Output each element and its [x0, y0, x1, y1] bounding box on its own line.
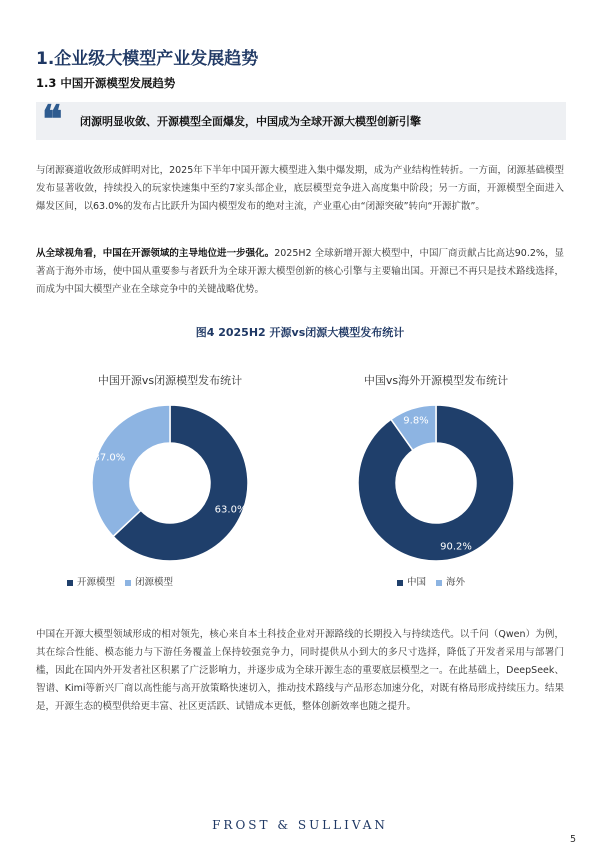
- legend-label: 闭源模型: [135, 577, 174, 588]
- chart-title: 中国开源vs闭源模型发布统计: [97, 374, 243, 387]
- donut-data-label: 63.0%: [214, 504, 247, 516]
- legend-swatch: [436, 580, 442, 586]
- legend-label: 开源模型: [77, 577, 116, 588]
- legend-label: 中国: [407, 577, 427, 588]
- legend-item: [436, 577, 465, 588]
- legend-swatch: [125, 580, 131, 586]
- paragraph-lead-bold: 从全球视角看，中国在开源领域的主导地位进一步强化。: [36, 248, 275, 259]
- legend-item: [397, 577, 426, 588]
- figure-title: 图4 2025H2 开源vs闭源大模型发布统计: [195, 326, 405, 339]
- legend-item: [67, 577, 115, 588]
- donut-svg: [311, 368, 561, 593]
- chart-legend: [397, 574, 475, 588]
- page-number: 5: [570, 834, 577, 845]
- donut-chart-open-vs-closed: [45, 368, 295, 593]
- section-title: 1.企业级大模型产业发展趋势: [36, 49, 259, 69]
- legend-label: 海外: [446, 577, 466, 588]
- frost-sullivan-logo: FROST & SULLIVAN: [212, 818, 388, 832]
- key-finding-callout: [36, 96, 566, 141]
- legend-item: [125, 577, 173, 588]
- legend-swatch: [397, 580, 403, 586]
- legend-swatch: [67, 580, 73, 586]
- chart-legend: [67, 574, 183, 588]
- donut-data-label: 90.2%: [440, 541, 472, 553]
- paragraph-body: 2025H2 全球新增开源大模型中，中国厂商贡献占比高达90.2%，显著高于海外市场，使中国从重要参与者跃升为全球开源大模型创新的核心引擎与主要输出国。开源已不再只是技术路线选择，而成为中国大模型产业在全球竞争中的关键战略优势。: [36, 248, 564, 295]
- donut-chart-china-vs-overseas: [311, 368, 561, 593]
- donut-slice-2: [92, 405, 170, 536]
- donut-svg: [45, 368, 295, 593]
- paragraph-open-source-leadership: 中国在开源大模型领域形成的相对领先，核心来自本土科技企业对开源路线的长期投入与持续迭代。以千问（Qwen）为例，其在综合性能、模态能力与下游任务覆盖上保持较强竞争力，同时提供从小到大的多尺寸选择，降低了开发者采用与部署门槛，因此在国内外开发者社区积累了广泛影响力，并逐步成为全球开源生态的重要底层模型之一。在此基础上，DeepSeek、智谱、Kimi等新兴厂商以高性能与高开放策略快速切入，推动技术路线与产品形态加速分化，对既有格局形成持续压力。结果是，开源生态的模型供给更丰富、社区更活跃、试错成本更低，整体创新效率也随之提升。: [36, 629, 564, 712]
- callout-text: 闭源明显收敛、开源模型全面爆发，中国成为全球开源大模型创新引擎: [80, 115, 421, 128]
- subsection-title: 1.3 中国开源模型发展趋势: [36, 76, 176, 90]
- chart-title: 中国vs海外开源模型发布统计: [363, 374, 509, 387]
- paragraph-global-view: [36, 245, 564, 299]
- donut-data-label: 9.8%: [403, 415, 429, 427]
- donut-data-label: 37.0%: [93, 452, 126, 464]
- paragraph-open-vs-closed: 与闭源赛道收敛形成鲜明对比，2025年下半年中国开源大模型进入集中爆发期，成为产业结构性转折。一方面，闭源基础模型发布显著收敛，持续投入的玩家快速集中至约7家头部企业，底层模型竞争进入高度集中阶段；另一方面，开源模型全面进入爆发区间，以63.0%的发布占比跃升为国内模型发布的绝对主流，产业重心由“闭源突破”转向“开源扩散”。: [36, 165, 564, 212]
- quote-icon: ❝: [42, 96, 63, 141]
